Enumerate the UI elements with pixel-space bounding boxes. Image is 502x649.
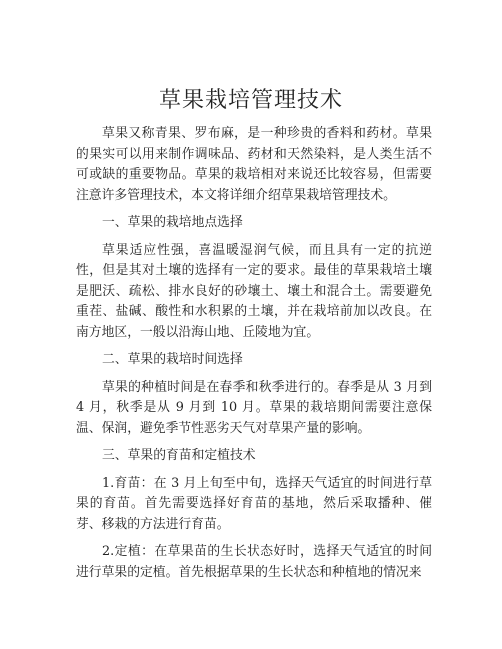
paragraph-planting-time: 草果的种植时间是在春季和秋季进行的。春季是从 3 月到 4 月，秋季是从 9 月到 10 月。草果的栽培期间需要注意保温、保润，避免季节性恶劣天气对草果产量的影响。 xyxy=(76,379,432,436)
paragraph-seedling: 1.育苗：在 3 月上旬至中旬，选择天气适宜的时间进行草果的育苗。首先需要选择好育苗的基地，然后采取播种、催芽、移栽的方法进行育苗。 xyxy=(76,475,432,532)
section-heading-2: 二、草果的栽培时间选择 xyxy=(102,352,243,367)
paragraph-site-selection: 草果适应性强，喜温暖湿润气候，而且具有一定的抗逆性，但是其对土壤的选择有一定的要求。最佳的草果栽培土壤是肥沃、疏松、排水良好的砂壤土、壤土和混合土。需要避免重茬、盐碱、酸性和水积累的土壤，并在栽培前加以改良。在南方地区，一般以沿海山地、丘陵地为宜。 xyxy=(76,242,432,340)
paragraph-transplanting: 2.定植：在草果苗的生长状态好时，选择天气适宜的时间进行草果的定植。首先根据草果的生长状态和种植地的情况来 xyxy=(76,544,432,580)
document-title: 草果栽培管理技术 xyxy=(158,88,343,113)
section-heading-1: 一、草果的栽培地点选择 xyxy=(102,215,243,230)
document-body xyxy=(76,124,432,590)
section-heading-3: 三、草果的育苗和定植技术 xyxy=(102,448,256,463)
paragraph-intro: 草果又称青果、罗布麻，是一种珍贵的香料和药材。草果的果实可以用来制作调味品、药材和天然染料，是人类生活不可或缺的重要物品。草果的栽培相对来说还比较容易，但需要注意许多管理技术，本文将详细介绍草果栽培管理技术。 xyxy=(76,126,432,203)
